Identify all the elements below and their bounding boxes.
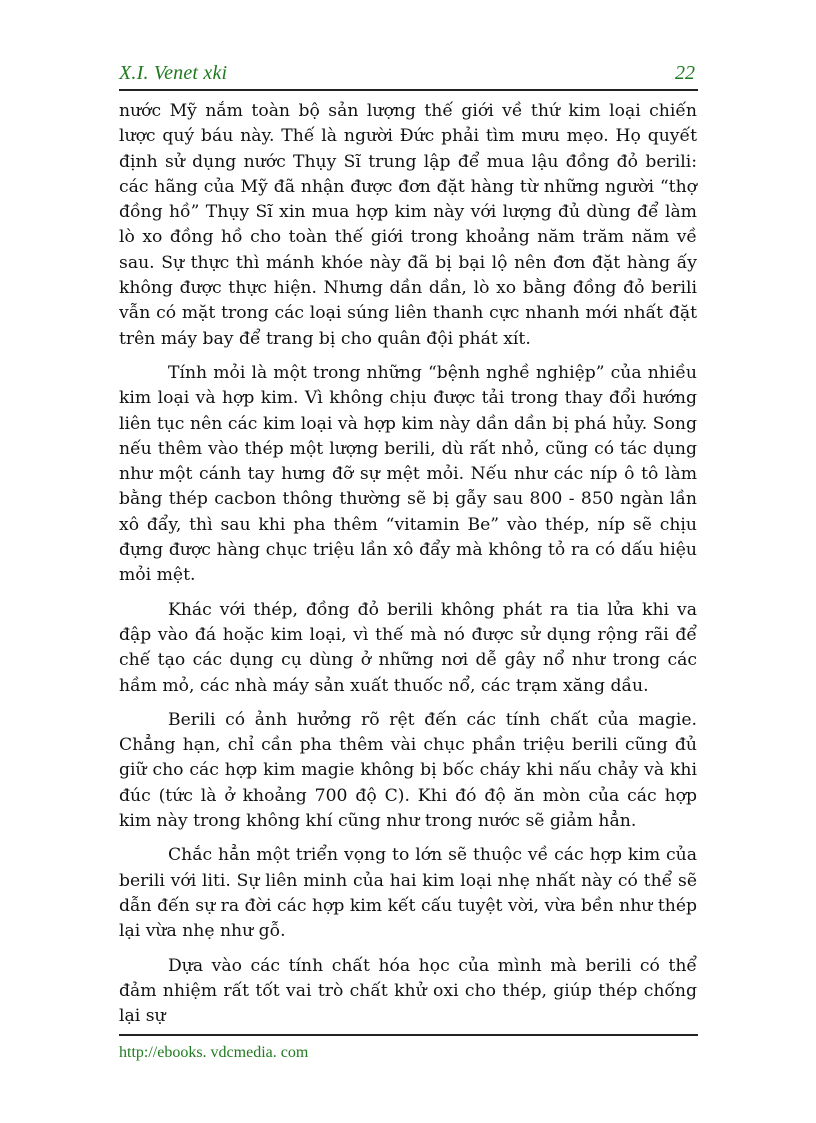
page-number: 22: [675, 62, 695, 84]
paragraph: Chắc hẳn một triển vọng to lớn sẽ thuộc về các hợp kim của berili với liti. Sự liên minh của hai kim loại nhẹ nhất này có thể sẽ dẫn đến sự ra đời các hợp kim kết cấu tuyệt vời, vừa bền như thép lại vừa nhẹ như gỗ.: [119, 845, 697, 942]
running-header: [119, 62, 697, 88]
footer-url[interactable]: http://ebooks. vdcmedia. com: [119, 1044, 309, 1061]
paragraph: Tính mỏi là một trong những “bệnh nghề nghiệp” của nhiều kim loại và hợp kim. Vì không chịu được tải trong thay đổi hướng liên tục nên các kim loại và hợp kim này dần dần bị phá hủy. Song nếu thêm vào thép một lượng berili, dù rất nhỏ, cũng có tác dụng như một cánh tay hưng đỡ sự mệt mỏi. Nếu như các níp ô tô làm bằng thép cacbon thông thường sẽ bị gẫy sau 800 - 850 ngàn lần xô đẩy, thì sau khi pha thêm “vitamin Be” vào thép, níp sẽ chịu đựng được hàng chục triệu lần xô đẩy mà không tỏ ra có dấu hiệu mỏi mệt.: [119, 362, 697, 586]
header-divider: [119, 89, 698, 91]
paragraph-continued: nước Mỹ nắm toàn bộ sản lượng thế giới về thứ kim loại chiến lược quý báu này. Thế là người Đức phải tìm mưu mẹo. Họ quyết định sử dụng nước Thụy Sĩ trung lập để mua lậu đồng đỏ berili: các hãng của Mỹ đã nhận được đơn đặt hàng từ những người “thợ đồng hồ” Thụy Sĩ xin mua hợp kim này với lượng đủ dùng để làm lò xo đồng hồ cho toàn thế giới trong khoảng năm trăm năm về sau. Sự thực thì mánh khóe này đã bị bại lộ nên đơn đặt hàng ấy không được thực hiện. Nhưng dần dần, lò xo bằng đồng đỏ berili vẫn có mặt trong các loại súng liên thanh cực nhanh mới nhất đặt trên máy bay để trang bị cho quân đội phát xít.: [119, 101, 697, 349]
paragraph: Khác với thép, đồng đỏ berili không phát ra tia lửa khi va đập vào đá hoặc kim loại, vì thế mà nó được sử dụng rộng rãi để chế tạo các dụng cụ dùng ở những nơi dễ gây nổ như trong các hầm mỏ, các nhà máy sản xuất thuốc nổ, các trạm xăng dầu.: [119, 599, 697, 696]
paragraph: Dựa vào các tính chất hóa học của mình mà berili có thể đảm nhiệm rất tốt vai trò chất khử oxi cho thép, giúp thép chống lại sự: [119, 955, 697, 1027]
header-author: X.I. Venet xki: [119, 62, 228, 84]
paragraph: Berili có ảnh hưởng rõ rệt đến các tính chất của magie. Chẳng hạn, chỉ cần pha thêm vài chục phần triệu berili cũng đủ giữ cho các hợp kim magie không bị bốc cháy khi nấu chảy và khi đúc (tức là ở khoảng 700 độ C). Khi đó độ ăn mòn của các hợp kim này trong không khí cũng như trong nước sẽ giảm hẳn.: [119, 709, 697, 832]
page-body: [119, 99, 697, 1038]
footer-divider: [119, 1034, 698, 1036]
